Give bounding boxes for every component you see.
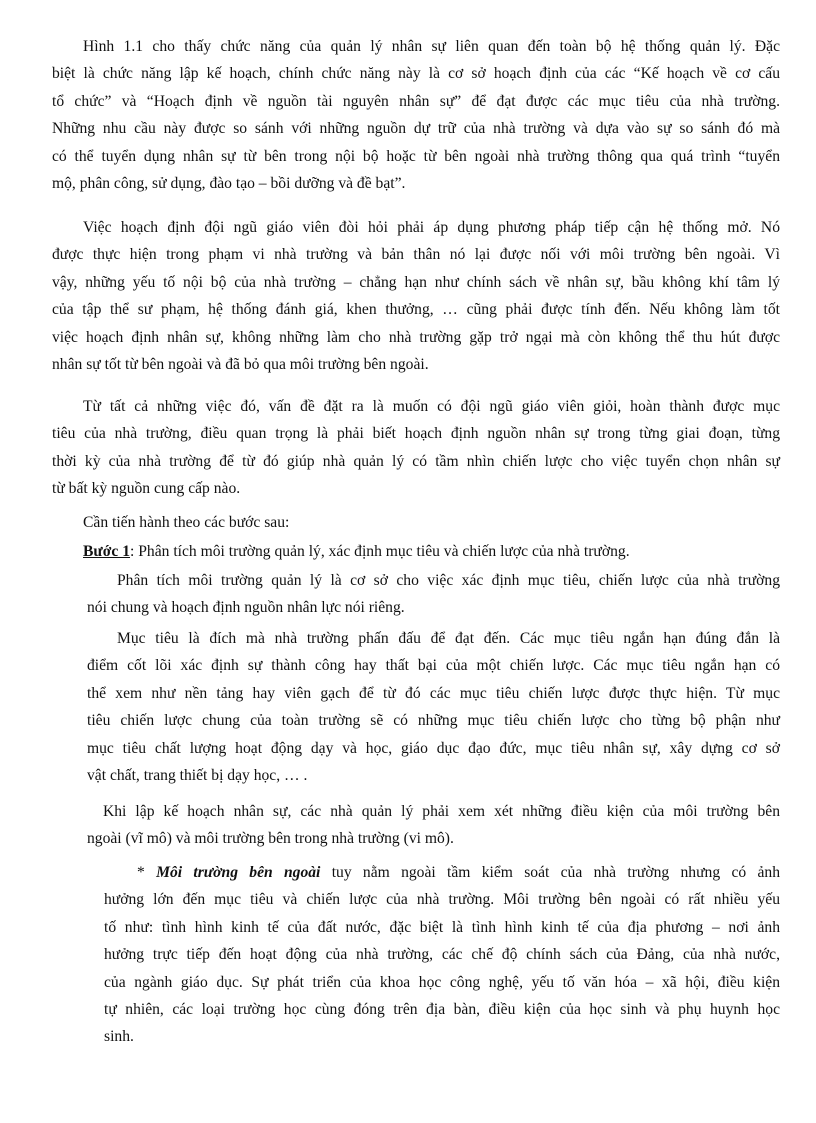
text-line: Việc hoạch định đội ngũ giáo viên đòi hỏi phải áp dụng phương pháp tiếp cận hệ thống mở. Nó	[83, 219, 780, 236]
paragraph-8	[104, 859, 780, 1051]
text-line: mục tiêu chất lượng hoạt động dạy và học, giáo dục đạo đức, mục tiêu nhân sự, xây dựng cơ sở	[87, 739, 780, 757]
text-line: có thể tuyển dụng nhân sự từ bên trong nội bộ hoặc từ bên ngoài nhà trường thông qua quá trình “tuyển	[52, 147, 780, 165]
text-line: Phân tích môi trường quản lý là cơ sở cho việc xác định mục tiêu, chiến lược của nhà trường	[117, 572, 780, 589]
text-line: vật chất, trang thiết bị dạy học, … .	[87, 767, 308, 785]
text-line: tổ chức” và “Hoạch định về nguồn tài nguyên nhân sự” để đạt được các mục tiêu của nhà trường.	[52, 92, 780, 110]
text-line: tiêu của nhà trường, điều quan trọng là phải biết hoạch định nguồn nhân sự trong từng giai đoạn, từng	[52, 425, 780, 443]
paragraph-1	[52, 33, 780, 197]
text-line: hưởng lớn đến mục tiêu và chiến lược của nhà trường. Môi trường bên ngoài có rất nhiều yếu	[104, 891, 780, 909]
step-text: : Phân tích môi trường quản lý, xác định mục tiêu và chiến lược của nhà trường.	[130, 543, 630, 560]
bullet-marker: *	[137, 864, 157, 881]
text-line: thời kỳ của nhà trường để từ đó giúp nhà quản lý có tầm nhìn chiến lược cho việc tuyển chọn nhân sự	[52, 452, 780, 470]
text-line: Hình 1.1 cho thấy chức năng của quản lý nhân sự liên quan đến toàn bộ hệ thống quản lý. Đặc	[83, 38, 780, 55]
text-line	[83, 538, 780, 565]
text-line: Khi lập kế hoạch nhân sự, các nhà quản lý phải xem xét những điều kiện của môi trường bên	[103, 803, 780, 820]
text-line: từ bất kỳ nguồn cung cấp nào.	[52, 480, 241, 498]
text-line: Từ tất cả những việc đó, vấn đề đặt ra là muốn có đội ngũ giáo viên giỏi, hoàn thành được mục	[83, 398, 780, 415]
text-line: tự nhiên, các loại trường học cùng đóng trên địa bàn, điều kiện của học sinh và phụ huynh học	[104, 1001, 780, 1019]
text-line: được thực hiện trong phạm vi nhà trường và bản thân nó lại được nối với môi trường bên ngoài. Vì	[52, 246, 780, 264]
text-line: Những nhu cầu này được so sánh với những nguồn dự trữ của nhà trường và dựa vào sự so sánh đó mà	[52, 120, 780, 138]
text-line: việc hoạch định nhân sự, không những làm cho nhà trường gặp trở ngại mà còn không thể thu hút được	[52, 328, 780, 346]
text-line: Mục tiêu là đích mà nhà trường phấn đấu để đạt đến. Các mục tiêu ngắn hạn đúng đắn là	[117, 630, 780, 647]
text-line: thể xem như nền tảng hay viên gạch để từ đó các mục tiêu chiến lược được thực hiện. Từ mục	[87, 684, 780, 702]
text-line: sinh.	[104, 1028, 134, 1046]
text-line: tố như: tình hình kinh tế của đất nước, đặc biệt là tình hình kinh tế của địa phương – nơi ảnh	[104, 918, 780, 936]
paragraph-7	[87, 798, 780, 853]
paragraph-4	[83, 509, 780, 536]
text-line: vậy, những yếu tố nội bộ của nhà trường – chẳng hạn như chính sách về nhân sự, bầu không khí tâm lý	[52, 273, 780, 291]
text-line: của ngành giáo dục. Sự phát triển của khoa học công nghệ, yếu tố văn hóa – xã hội, điều kiện	[104, 973, 780, 991]
text-line	[104, 859, 780, 886]
text-line: mộ, phân công, sử dụng, đào tạo – bồi dưỡng và đề bạt”.	[52, 175, 406, 193]
text-line: hưởng trực tiếp đến hoạt động của nhà trường, các chế độ chính sách của Đảng, của nhà nước,	[104, 946, 780, 964]
text-line: của tập thể sư phạm, hệ thống đánh giá, khen thưởng, … cũng phải được tính đến. Nếu không làm tốt	[52, 301, 780, 319]
text-line: nhân sự tốt từ bên ngoài và đã bỏ qua môi trường bên ngoài.	[52, 356, 429, 374]
paragraph-3	[52, 393, 780, 503]
emphasis-term: Môi trường bên ngoài	[156, 864, 321, 881]
paragraph-5	[87, 567, 780, 622]
paragraph-6	[87, 625, 780, 789]
text-line: Cần tiến hành theo các bước sau:	[83, 514, 290, 531]
paragraph-2	[52, 214, 780, 378]
text-line: nói chung và hoạch định nguồn nhân lực nói riêng.	[87, 599, 405, 617]
text-line: điểm cốt lõi xác định sự thành công hay thất bại của một chiến lược. Các mục tiêu ngắn hạn có	[87, 657, 780, 675]
line-rest: tuy nằm ngoài tầm kiểm soát của nhà trường nhưng có ảnh	[320, 864, 780, 881]
step-1	[83, 538, 780, 565]
text-line: biệt là chức năng lập kế hoạch, chính chức năng này là cơ sở hoạch định của các “Kế hoạch về cơ cấu	[52, 65, 780, 83]
text-line: ngoài (vĩ mô) và môi trường bên trong nhà trường (vi mô).	[87, 830, 454, 848]
step-label: Bước 1	[83, 543, 131, 560]
text-line: tiêu chiến lược chung của toàn trường sẽ có những mục tiêu chiến lược cho từng bộ phận như	[87, 712, 780, 730]
